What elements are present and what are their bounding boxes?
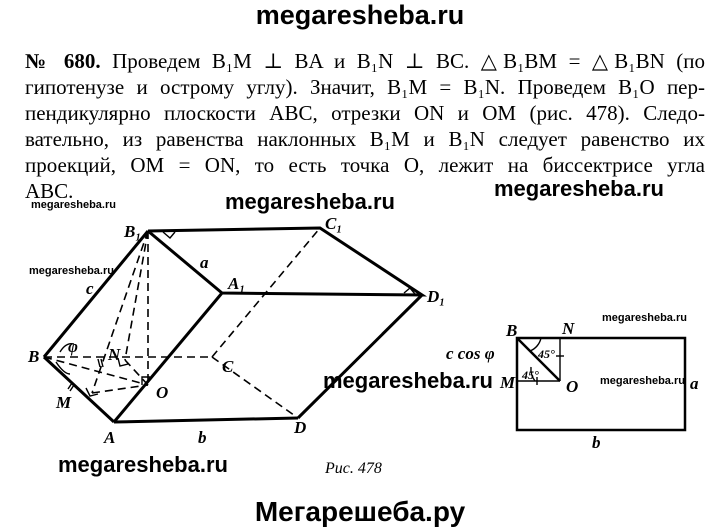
label-o: O xyxy=(156,383,169,402)
label-c: C xyxy=(222,357,234,376)
rect-label-o: O xyxy=(566,377,579,396)
label-b: B xyxy=(28,347,40,366)
rect-angle-2: 45° xyxy=(522,368,539,382)
label-n: N xyxy=(108,345,121,364)
watermark-header-right: megaresheba.ru xyxy=(494,176,664,201)
label-c-edge: c xyxy=(86,279,94,298)
label-b-edge: b xyxy=(198,428,207,447)
label-phi: φ xyxy=(68,337,78,356)
problem-number: № 680. xyxy=(25,49,101,73)
rect-label-b: B xyxy=(506,321,518,340)
rect-label-b-side: b xyxy=(592,433,601,452)
label-c1: C₁ xyxy=(325,214,343,233)
watermark-fig-right-small-1: megaresheba.ru xyxy=(602,312,687,324)
rect-label-ccosphi: c cos φ xyxy=(446,344,495,363)
problem-line-6: ABC. xyxy=(25,179,74,203)
problem-line-2: гипотенузе и острому углу). Значит, B₁M = B₁N. Проведем B₁O пер- xyxy=(25,75,705,99)
watermark-fig-center: megaresheba.ru xyxy=(225,189,395,214)
watermark-fig-bottom-left: megaresheba.ru xyxy=(58,452,228,477)
label-d: D xyxy=(294,418,307,437)
watermark-fig-right-small-2: megaresheba.ru xyxy=(600,375,685,387)
rect-angle-1: 45° xyxy=(538,347,555,361)
problem-line-3: пендикулярно плоскости ABC, отрезки ON и OM (рис. 478). Следо- xyxy=(25,101,705,125)
watermark-top: megaresheba.ru xyxy=(255,0,465,30)
watermark-fig-left-small-2: megaresheba.ru xyxy=(29,265,114,277)
label-a: A xyxy=(104,428,116,447)
label-b1: B₁ xyxy=(124,222,142,241)
label-m: M xyxy=(56,393,72,412)
watermark-fig-left-small: megaresheba.ru xyxy=(31,199,116,211)
prism-hidden-edges xyxy=(44,228,320,418)
label-a1: A₁ xyxy=(228,274,246,293)
problem-line-1: № 680. Проведем B₁M ⊥ BA и B₁N ⊥ BC. △B₁BM = △B₁BN (по xyxy=(25,49,706,73)
prism-labels xyxy=(27,214,445,447)
label-a-edge: a xyxy=(200,253,209,272)
watermark-fig-mid: megaresheba.ru xyxy=(323,368,493,393)
rect-label-n: N xyxy=(562,319,575,338)
rect-label-m: M xyxy=(500,373,516,392)
figure-caption: Рис. 478 xyxy=(325,460,382,477)
label-d1: D₁ xyxy=(427,287,446,306)
problem-line-5: проекций, OM = ON, то есть точка O, лежит на биссектрисе угла xyxy=(25,153,705,177)
rect-label-a: a xyxy=(690,374,699,393)
problem-line-4: вательно, из равенства наклонных B₁M и B₁N следует равенство их xyxy=(25,127,705,151)
watermark-bottom: Мегарешеба.ру xyxy=(254,496,466,527)
